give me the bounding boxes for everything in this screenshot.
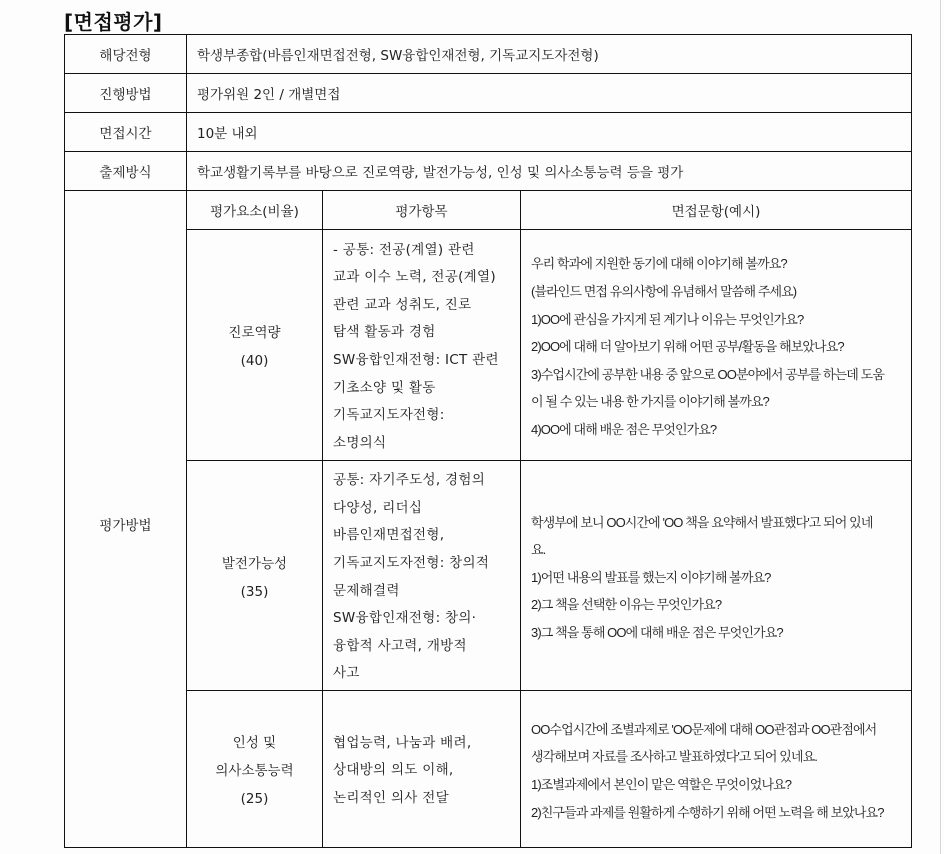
element-weight: (35) [240,583,269,600]
item-line: 기독교지도자전형: [333,407,445,424]
question-line: 학생부에 보니 OO시간에 'OO 책을 요약해서 발표했다'고 되어 있네 [531,514,873,530]
header-questions: 면접문항(예시) [521,191,912,230]
question-line: 2)OO에 대해 더 알아보기 위해 어떤 공부/활동을 해보았나요? [531,339,844,355]
question-line: 우리 학과에 지원한 동기에 대해 이야기해 볼까요? [531,256,787,272]
row-interview-time [65,113,912,152]
item-line: 사고 [333,665,360,682]
question-line: 1)조별과제에서 본인이 맡은 역할은 무엇이었나요? [531,777,792,792]
item-line: 바름인재면접전형, [333,527,445,544]
element-weight: (40) [240,353,269,369]
item-line: - 공통: 전공(계열) 관련 [333,241,475,258]
question-line: OO수업시간에 조별과제로 'OO문제에 대해 OO관점과 OO관점에서 [531,721,877,737]
questions-cell [521,230,912,461]
row-label: 출제방식 [65,152,187,191]
header-element: 평가요소(비율) [187,191,323,230]
header-items: 평가항목 [323,191,521,230]
element-name: 의사소통능력 [215,763,294,779]
question-line: (블라인드 면접 유의사항에 유념해서 말씀해 주세요) [531,284,797,300]
items-cell [323,230,521,461]
item-line: 관련 교과 성취도, 진로 [333,296,472,313]
question-line: 1)OO에 관심을 가지게 된 계기나 이유는 무엇인가요? [531,311,804,327]
question-line: 3)그 책을 통해 OO에 대해 배운 점은 무엇인가요? [531,624,783,640]
row-label: 해당전형 [65,35,187,74]
row-question-format [65,152,912,191]
element-name: 진로역량 [228,325,281,341]
item-line: SW융합인재전형: 창의· [333,610,477,627]
element-name: 발전가능성 [221,555,288,572]
item-line: 협업능력, 나눔과 배려, [333,734,472,751]
row-value: 학생부종합(바름인재면접전형, SW융합인재전형, 기독교지도자전형) [187,35,912,74]
row-label: 진행방법 [65,74,187,113]
row-value: 10분 내외 [187,113,912,152]
item-line: 기독교지도자전형: 창의적 [333,554,490,571]
element-cell [187,461,323,691]
question-line: 이 될 수 있는 내용 한 가지를 이야기해 볼까요? [531,394,769,410]
row-value: 학교생활기록부를 바탕으로 진로역량, 발전가능성, 인성 및 의사소통능력 등을 평가 [187,152,912,191]
interview-evaluation-table [64,34,912,848]
row-label: 면접시간 [65,113,187,152]
questions-cell [521,461,912,691]
evaluation-row-career [65,230,912,461]
question-line: 2)그 책을 선택한 이유는 무엇인가요? [531,597,722,613]
evaluation-row-character-communication [65,691,912,848]
questions-cell [521,691,912,848]
question-line: 4)OO에 대해 배운 점은 무엇인가요? [531,421,717,437]
items-cell [323,461,521,691]
item-line: 문제해결력 [333,582,400,599]
question-line: 생각해보며 자료를 조사하고 발표하였다'고 되어 있네요. [531,749,817,765]
page-edge-rule [940,0,941,854]
element-weight: (25) [240,791,269,807]
items-cell [323,691,521,848]
item-line: 탐색 활동과 경험 [333,324,436,341]
item-line: 다양성, 리더십 [333,499,423,516]
row-value: 평가위원 2인 / 개별면접 [187,74,912,113]
row-procedure [65,74,912,113]
question-line: 3)수업시간에 공부한 내용 중 앞으로 OO분야에서 공부를 하는데 도움 [531,366,884,382]
evaluation-header-row [65,191,912,230]
row-label-evaluation-method: 평가방법 [65,191,187,848]
item-line: 교과 이수 노력, 전공(계열) [333,269,496,286]
evaluation-row-growth-potential [65,461,912,691]
item-line: 소명의식 [333,434,387,451]
question-line: 요. [531,542,546,558]
item-line: SW융합인재전형: ICT 관련 [333,352,499,368]
section-title: [면접평가] [64,10,163,34]
item-line: 기초소양 및 활동 [333,379,436,396]
item-line: 상대방의 의도 이해, [333,762,454,779]
item-line: 논리적인 의사 전달 [333,789,449,806]
question-line: 1)어떤 내용의 발표를 했는지 이야기해 볼까요? [531,569,771,585]
item-line: 융합적 사고력, 개방적 [333,637,467,654]
element-cell [187,691,323,848]
element-name: 인성 및 [232,735,277,751]
row-target-admission [65,35,912,74]
item-line: 공통: 자기주도성, 경험의 [333,472,486,489]
question-line: 2)친구들과 과제를 원활하게 수행하기 위해 어떤 노력을 해 보았나요? [531,804,884,820]
element-cell [187,230,323,461]
